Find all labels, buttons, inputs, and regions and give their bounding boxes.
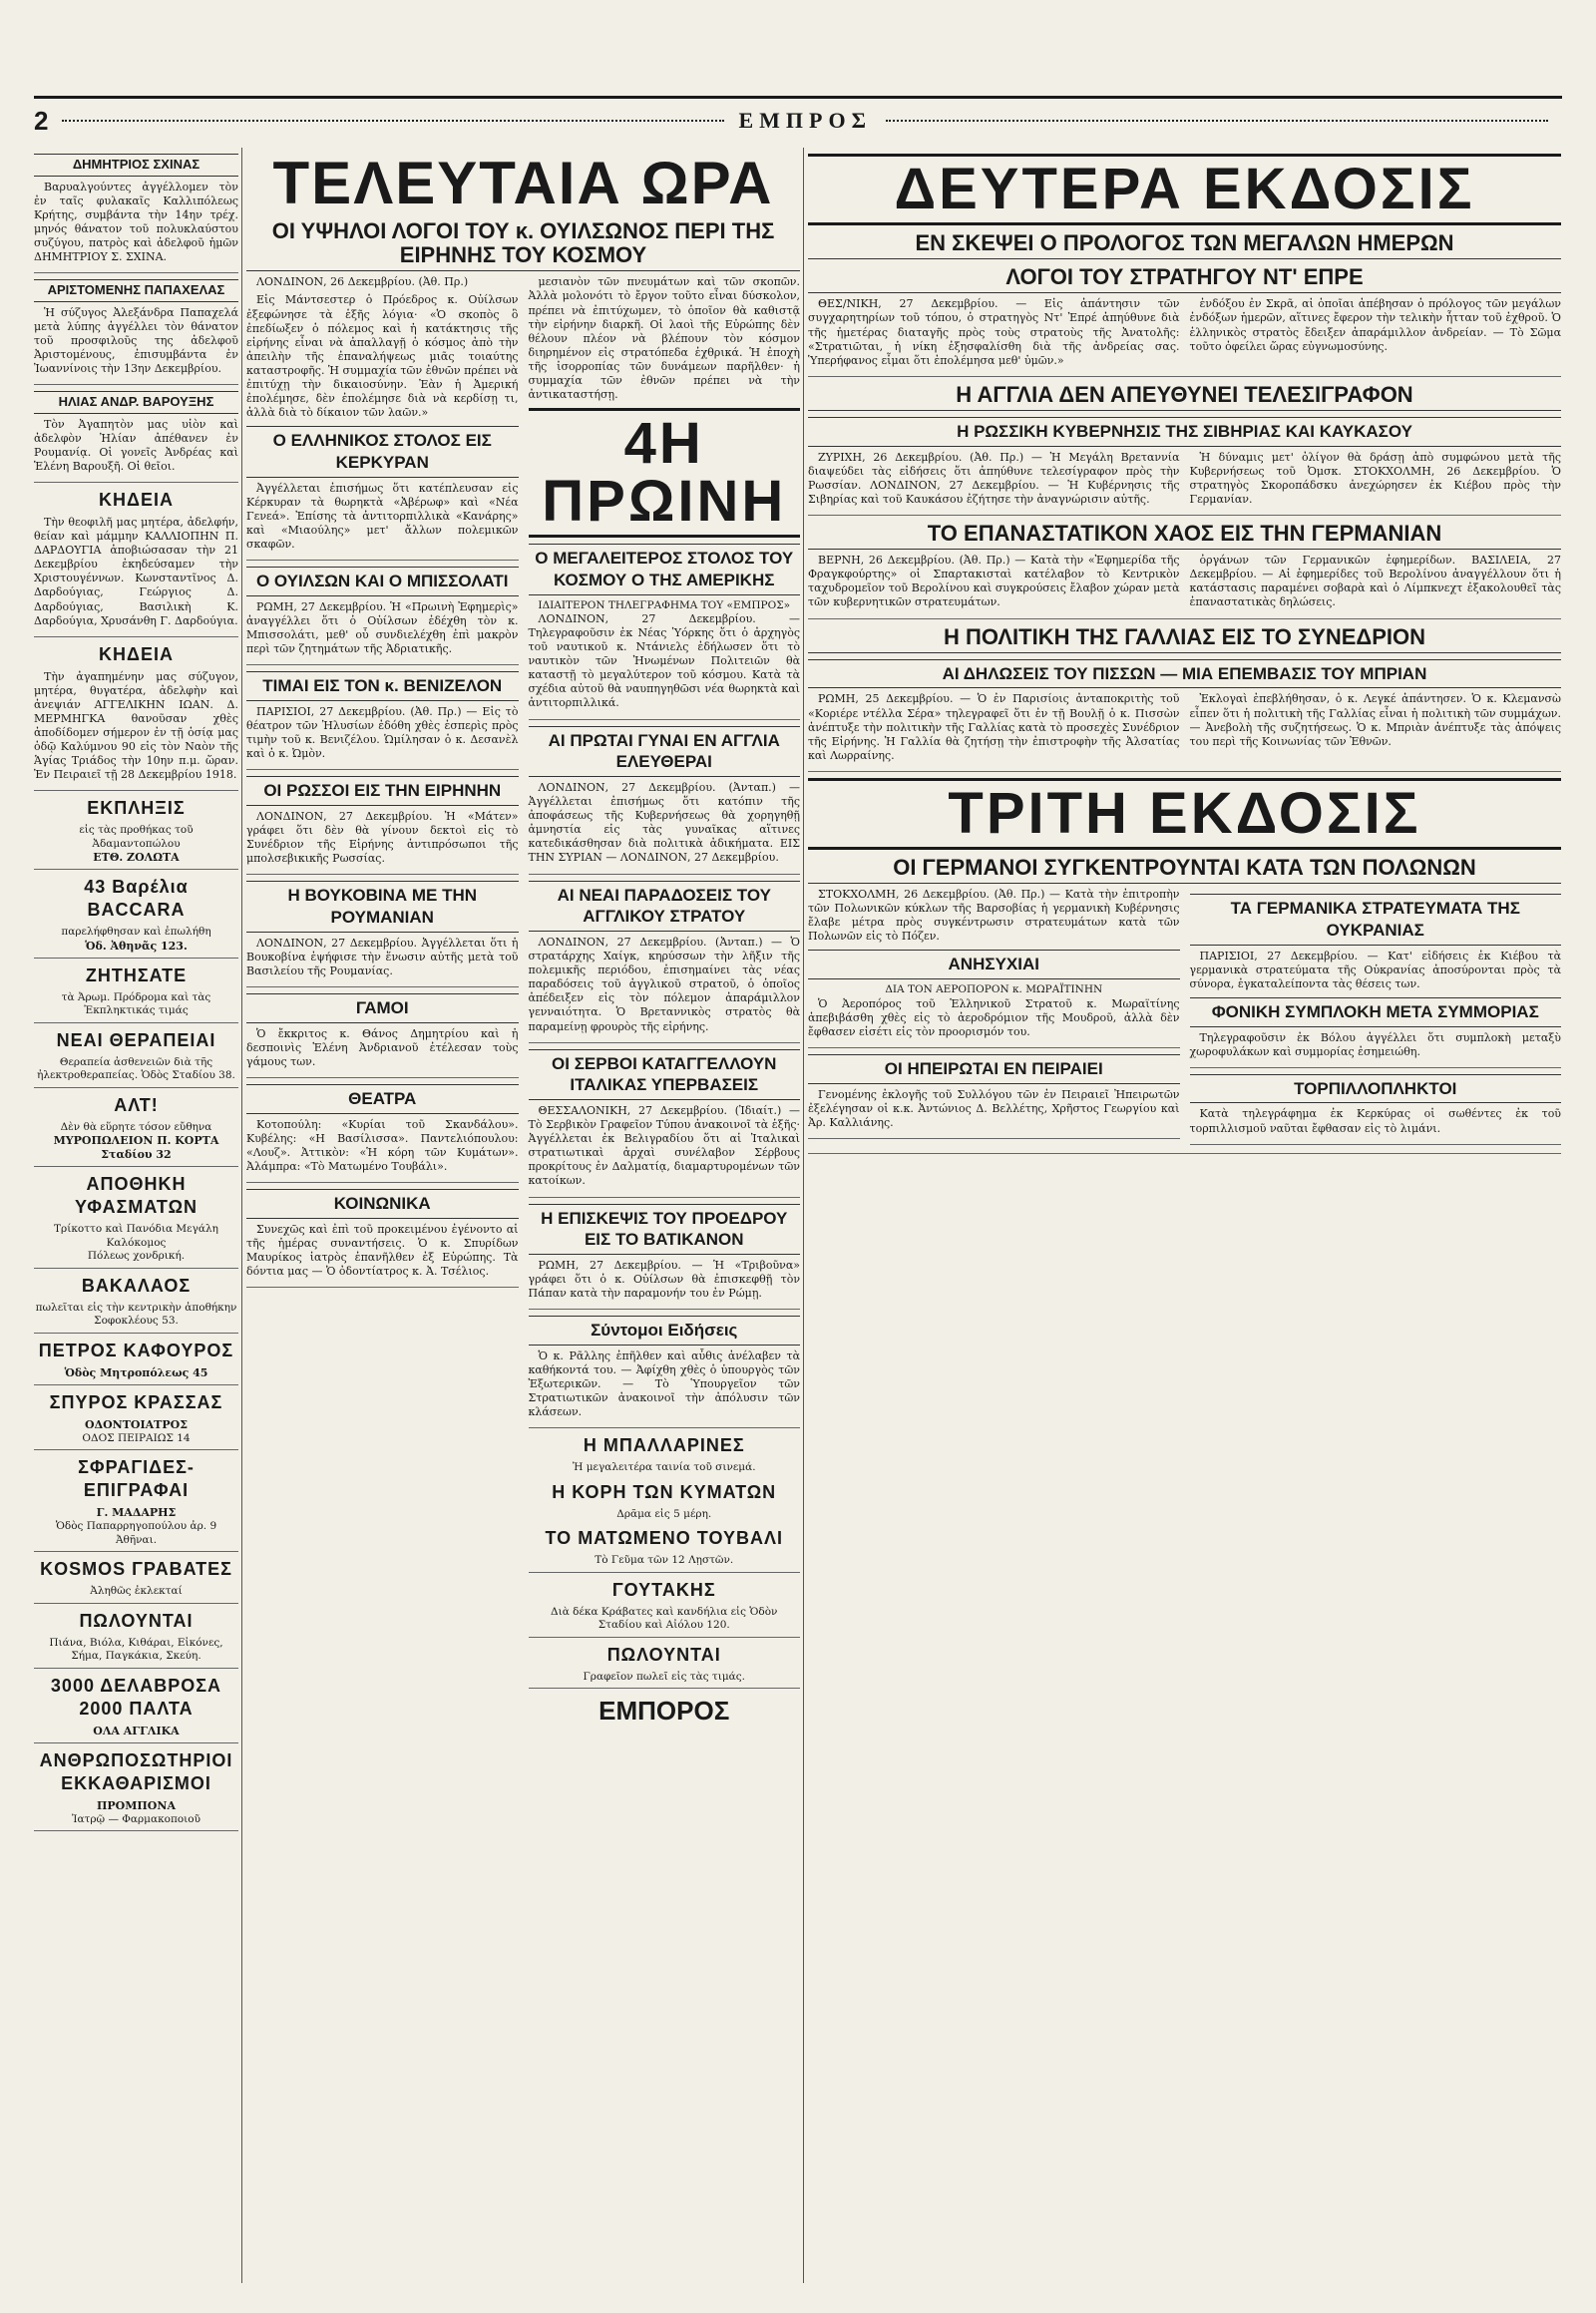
story-text: Ἡ δύναμις μετ' ὀλίγον θὰ δράσῃ ἀπὸ συμφώνου μετὰ τῆς Κυβερνήσεως τοῦ Ὀμσκ. ΣΤΟΚΧΟΛΜΗ, 26 Δεκεμβρίου. Ὁ στρατηγὸς Σκοροπάδσκυ ἀνεχώρησεν ἐκ Κιέβου πρὸς τὴν Γερμανίαν. xyxy=(1189,450,1561,506)
funeral-notice xyxy=(34,643,238,792)
ad-title: ΝΕΑΙ ΘΕΡΑΠΕΙΑΙ xyxy=(56,1029,216,1050)
story-title: ΤΑ ΓΕΡΜΑΝΙΚΑ ΣΤΡΑΤΕΥΜΑΤΑ ΤΗΣ ΟΥΚΡΑΝΙΑΣ xyxy=(1190,894,1562,946)
paper-name: ΕΜΠΡΟΣ xyxy=(738,108,872,133)
ad-line: ΟΔΟΝΤΟΙΑΤΡΟΣ xyxy=(84,1417,189,1431)
ad-line: πωλεῖται εἰς τὴν κεντρικὴν ἀποθήκην Σοφοκλέους 53. xyxy=(35,1301,237,1328)
story-text: ΛΟΝΔΙΝΟΝ, 27 Δεκεμβρίου. (Ἀνταπ.) — Ἀγγέλλεται ἐπισήμως ὅτι κατόπιν τῆς ἀποφάσεως τῆς Κυβερνήσεως θὰ χορηγηθῇ ἀμνηστία εἰς τὰς γυναῖκας αἵτινες κατεδικάσθησαν διὰ πολιτικὰ ἀδικήματα. ΕΙΣ ΤΗΝ ΣΥΡΙΑΝ — ΛΟΝΔΙΝΟΝ, 27 Δεκεμβρίου. xyxy=(528,781,800,865)
lead-text: ΘΕΣ/ΝΙΚΗ, 27 Δεκεμβρίου. — Εἰς ἀπάντησιν τῶν συγχαρητηρίων τοῦ τόπου, ὁ στρατηγὸς Ντ' Ἐπρέ ἀπηύθυνε διὰ τῆς ἡμετέρας διαταγῆς πρὸς τοὺς στρατοὺς τῆς Ἀνατολῆς: «Στρατιῶται, ἡ νίκη ἐξησφαλίσθη διὰ τῆς ἀνδρείας σας. Ὑπερήφανος εἶμαι ὅτι ἐπολέμησα μεθ' ὑμῶν.» xyxy=(808,297,1180,367)
third-subcol-2 xyxy=(1190,888,1562,1149)
ad-line: παρελήφθησαν καὶ ἐπωλήθη xyxy=(61,926,211,939)
news-story xyxy=(808,383,1561,516)
story-text: Γενομένης ἐκλογῆς τοῦ Συλλόγου τῶν ἐν Πειραιεῖ Ἠπειρωτῶν ἐξελέγησαν οἱ κ.κ. Ἀντώνιος Δ. Βελλέτης, Χρῆστος Γεωργίου καὶ Ἀρ. Καλλιάνης. xyxy=(808,1087,1180,1129)
ad-line: Πόλεως χονδρική. xyxy=(87,1250,186,1263)
story-text: ΡΩΜΗ, 27 Δεκεμβρίου. Ἡ «Πρωινὴ Ἐφημερὶς» ἀναγγέλλει ὅτι ὁ Οὐίλσων ἐδέχθη τὸν κ. Μπισσολάτι, μεθ' οὗ συνδιελέχθη ἐπὶ μακρὸν περὶ τῶν ζητημάτων τῆς Ἀδριατικῆς. xyxy=(246,599,519,656)
news-story xyxy=(529,726,801,875)
classified-ad xyxy=(34,1675,238,1743)
ad-title: KOSMOS ΓΡΑΒΑΤΕΣ xyxy=(40,1559,232,1580)
story-title: Η ΕΠΙΣΚΕΨΙΣ ΤΟΥ ΠΡΟΕΔΡΟΥ ΕΙΣ ΤΟ ΒΑΤΙΚΑΝΟΝ xyxy=(529,1204,801,1256)
ad-title: ΒΑΚΑΛΑΟΣ xyxy=(81,1275,192,1296)
column-rule xyxy=(241,148,243,2283)
second-edition-sub1: ΕΝ ΣΚΕΨΕΙ Ο ΠΡΟΛΟΓΟΣ ΤΩΝ ΜΕΓΑΛΩΝ ΗΜΕΡΩΝ xyxy=(808,231,1561,259)
story-text: ΛΟΝΔΙΝΟΝ, 27 Δεκεμβρίου. Ἀγγέλλεται ὅτι ἡ Βουκοβίνα ἐψήφισε τὴν ἕνωσιν αὐτῆς μετὰ τοῦ Βασιλείου τῆς Ρουμανίας. xyxy=(246,936,519,977)
theatres-title: ΘΕΑΤΡΑ xyxy=(246,1084,519,1114)
story-text: ΘΕΣΣΑΛΟΝΙΚΗ, 27 Δεκεμβρίου. (Ἰδιαίτ.) — Τὸ Σερβικὸν Γραφεῖον Τύπου ἀνακοινοῖ τὰ ἑξῆς· Ἀγγέλλεται ἐκ Βελιγραδίου ὅτι αἱ Ἰταλικαὶ στρατιωτικαὶ ἀρχαὶ συνέλαβον Σέρβους προκρίτους ἐν Δαλματίᾳ, διαμαρτυρομένων τῶν κατοίκων. xyxy=(528,1104,800,1188)
story-title: ΑΙ ΝΕΑΙ ΠΑΡΑΔΟΣΕΙΣ ΤΟΥ ΑΓΓΛΙΚΟΥ ΣΤΡΑΤΟΥ xyxy=(529,881,801,933)
masthead xyxy=(34,96,1562,143)
news-story xyxy=(529,881,801,1043)
classified-ad xyxy=(34,1610,238,1669)
center-column xyxy=(246,148,800,2283)
wilson-text: Εἰς Μάντσεστερ ὁ Πρόεδρος κ. Οὐίλσων ἐξεφώνησε τὰ ἑξῆς λόγια· «Ὁ σκοπὸς ὃ ἐπεδίωξεν ὁ πόλεμος καὶ ἡ κατάκτησις τῆς εἰρήνης εἶναι νὰ ἀπαλλαγῇ ὁ κόσμος ἀπὸ τὴν ἀπειλὴν τῆς ἐπαναλήψεως μιᾶς τοιαύτης καταστροφῆς. Ἡ συμμαχία τῶν ἐθνῶν πρέπει νὰ ἐπιτύχῃ τὴν δικαιοσύνην. Ἐὰν ἡ Ἀμερική ἐπολέμησε, δὲν ἐπολέμησε διὰ νὰ κερδίσῃ τι, ἀλλὰ διὰ τὸ δίκαιον τῶν λαῶν.» xyxy=(246,293,519,420)
story-title: Η ΑΓΓΛΙΑ ΔΕΝ ΑΠΕΥΘΥΝΕΙ ΤΕΛΕΣΙΓΡΑΦΟΝ xyxy=(808,383,1561,411)
classified-ad xyxy=(34,964,238,1023)
third-edition-body xyxy=(808,888,1561,1154)
third-subcol-1 xyxy=(808,888,1180,1149)
ad-line: εἰς τὰς προθήκας τοῦ Ἀδαμαντοπώλου xyxy=(79,824,194,850)
theatres-text: Κοτοπούλη: «Κυρίαι τοῦ Σκανδάλου». Κυβέλης: «Η Βασίλισσα». Παντελιόπουλου: «Λουζ». Ἀττικὸν: «Ἡ κόρη τῶν Κυμάτων». Ἀλάμπρα: «Τὸ Ματωμένο Τουβάλι». xyxy=(246,1117,519,1173)
lead-text: ἐνδόξου ἐν Σκρᾶ, αἱ ὁποῖαι ἀπέβησαν ὁ πρόλογος τῶν μεγάλων ἐνδόξων ἡμερῶν, αἵτινες ἔφερον τὴν τελικὴν ἧτταν τοῦ ἐχθροῦ. Ὁ ἑλληνικὸς στρατὸς ἔδειξεν ἀπαράμιλλον ἀνδρείαν. — Τὸ Σῶμα τοῦτο ὀφείλει ὥρας εὐγνωμοσύνης. xyxy=(1189,297,1561,353)
ad-line: Σταδίου 32 xyxy=(101,1148,172,1162)
third-edition-sub: ΟΙ ΓΕΡΜΑΝΟΙ ΣΥΓΚΕΝΤΡΟΥΝΤΑΙ ΚΑΤΑ ΤΩΝ ΠΟΛΩΝΩΝ xyxy=(808,856,1561,884)
ad-title: ΠΩΛΟΥΝΤΑΙ xyxy=(79,1610,194,1631)
brief-title: Σύντομοι Ειδήσεις xyxy=(529,1316,801,1346)
proini-text: ΛΟΝΔΙΝΟΝ, 27 Δεκεμβρίου. — Τηλεγραφοῦσιν ἐκ Νέας Ὑόρκης ὅτι ὁ ἀρχηγὸς τοῦ ναυτικοῦ κ. Ντάνιελς ἐδήλωσεν ὅτι τὸ ναυτικὸν τῶν Ἡνωμένων Πολιτειῶν θὰ καταστῇ τὸ μεγαλύτερον τοῦ κόσμου. Κατὰ τὰ σχέδια αὐτοῦ θὰ ναυπηγηθῶσι νέα θωρηκτὰ καὶ ἀντιτορπιλλικά. xyxy=(528,612,800,710)
funeral-notice xyxy=(34,489,238,637)
news-story xyxy=(1190,1074,1562,1145)
proini-byline: ΙΔΙΑΙΤΕΡΟΝ ΤΗΛΕΓΡΑΦΗΜΑ ΤΟΥ «ΕΜΠΡΟΣ» xyxy=(538,598,791,611)
cinema-title: Η ΜΠΑΛΛΑΡΙΝΕΣ xyxy=(583,1435,745,1456)
story-title: ΤΟ ΕΠΑΝΑΣΤΑΤΙΚΟΝ ΧΑΟΣ ΕΙΣ ΤΗΝ ΓΕΡΜΑΝΙΑΝ xyxy=(808,522,1561,550)
story-split xyxy=(808,554,1561,613)
ad-title: ΑΝΘΡΩΠΟΣΩΤΗΡΙΟΙ ΕΚΚΑΘΑΡΙΣΜΟΙ xyxy=(39,1749,233,1793)
story-text: ὀργάνων τῶν Γερμανικῶν ἐφημερίδων. ΒΑΣΙΛΕΙΑ, 27 Δεκεμβρίου. — Αἱ ἐφημερίδες τοῦ Βερολίνου ἀναγγέλλουν ὅτι ἡ κατάστασις παραμένει σοβαρὰ καὶ ὁ Λίμπκνεχτ ἐξακολουθεῖ τὰς ἐπαναστατικὰς δηλώσεις. xyxy=(1189,554,1561,609)
center-subcol-2 xyxy=(529,275,801,1728)
classified-ad xyxy=(34,1173,238,1268)
ad-title: ΑΠΟΘΗΚΗ ΥΦΑΣΜΑΤΩΝ xyxy=(74,1174,198,1218)
page-number: 2 xyxy=(34,105,49,136)
news-story xyxy=(529,1049,801,1198)
proini-headline: 4Η ΠΡΩΙΝΗ xyxy=(529,408,801,538)
story-title: ΟΙ ΡΩΣΣΟΙ ΕΙΣ ΤΗΝ ΕΙΡΗΝΗΝ xyxy=(246,776,519,806)
death-name: ΔΗΜΗΤΡΙΟΣ ΣΧΙΝΑΣ xyxy=(34,154,238,177)
second-edition-sub2: ΛΟΓΟΙ ΤΟΥ ΣΤΡΑΤΗΓΟΥ ΝΤ' ΕΠΡΕ xyxy=(808,265,1561,293)
social-title: ΚΟΙΝΩΝΙΚΑ xyxy=(246,1189,519,1219)
death-notice xyxy=(34,391,238,483)
classified-ad xyxy=(34,1029,238,1088)
news-story xyxy=(529,1204,801,1311)
wilson-dateline: ΛΟΝΔΙΝΟΝ, 26 Δεκεμβρίου. (Ἀθ. Πρ.) xyxy=(256,275,469,289)
ad-title: ΓΟΥΤΑΚΗΣ xyxy=(611,1579,716,1600)
ad-line: Ἀληθῶς ἐκλεκταί xyxy=(90,1585,183,1598)
story-title: ΟΙ ΣΕΡΒΟΙ ΚΑΤΑΓΓΕΛΛΟΥΝ ΙΤΑΛΙΚΑΣ ΥΠΕΡΒΑΣΕΙΣ xyxy=(529,1049,801,1101)
ad-line: Γ. ΜΑΔΑΡΗΣ xyxy=(96,1506,177,1520)
story-text: ΒΕΡΝΗ, 26 Δεκεμβρίου. (Ἀθ. Πρ.) — Κατὰ τὴν «Ἐφημερίδα τῆς Φραγκφούρτης» οἱ Σπαρτακισταὶ κατέλαβον τὸ Κεντρικὸν ταχυδρομεῖον τοῦ Βερολίνου καὶ συγκρούσεις ἔλαβον χώραν μετὰ τῶν κυβερνητικῶν στρατευμάτων. xyxy=(808,554,1180,609)
classified-ad xyxy=(34,1094,238,1168)
weddings-section xyxy=(246,993,519,1078)
weddings-title: ΓΑΜΟΙ xyxy=(246,993,519,1023)
brief-news xyxy=(529,1316,801,1428)
ad-title: ΠΩΛΟΥΝΤΑΙ xyxy=(606,1644,721,1665)
news-story xyxy=(808,625,1561,772)
cinema-text: Τὸ Γεῦμα τῶν 12 Λῃστῶν. xyxy=(595,1554,734,1567)
funeral-header: ΚΗΔΕΙΑ xyxy=(99,490,174,511)
ad-text: Διὰ δέκα Κράβατες καὶ κανδήλια εἰς Ὁδὸν Σταδίου καὶ Αἰόλου 120. xyxy=(551,1605,778,1632)
classified-ad xyxy=(34,1275,238,1334)
third-edition-headline: ΤΡΙΤΗ ΕΚΔΟΣΙΣ xyxy=(808,778,1561,850)
headline-last-hour: ΤΕΛΕΥΤΑΙΑ ΩΡΑ xyxy=(272,150,774,216)
ad-line: ΟΔΟΣ ΠΕΙΡΑΙΩΣ 14 xyxy=(82,1431,191,1444)
second-edition-headline: ΔΕΥΤΕΡΑ ΕΚΔΟΣΙΣ xyxy=(808,154,1561,225)
ad-title: 43 Βαρέλια BACCARA xyxy=(84,877,189,921)
story-text: Κατὰ τηλεγράφημα ἐκ Κερκύρας οἱ σωθέντες ἐκ τοῦ τορπιλλισμοῦ ναῦται ἔφθασαν εἰς τὸ λιμάνι. xyxy=(1189,1107,1561,1135)
story-text: ΡΩΜΗ, 27 Δεκεμβρίου. — Ἡ «Τριβοῦνα» γράφει ὅτι ὁ κ. Οὐίλσων θὰ ἐπισκεφθῇ τὸν Πάπαν κατὰ τὴν παραμονήν του ἐν Ρώμῃ. xyxy=(528,1259,800,1301)
classified-ad xyxy=(34,1391,238,1451)
story-title: Η ΠΟΛΙΤΙΚΗ ΤΗΣ ΓΑΛΛΙΑΣ ΕΙΣ ΤΟ ΣΥΝΕΔΡΙΟΝ xyxy=(808,625,1561,653)
column-rule xyxy=(803,148,805,2283)
news-story xyxy=(246,426,519,561)
story-title: Η ΒΟΥΚΟΒΙΝΑ ΜΕ ΤΗΝ ΡΟΥΜΑΝΙΑΝ xyxy=(246,881,519,933)
story-title: ΑΙ ΠΡΩΤΑΙ ΓΥΝΑΙ ΕΝ ΑΓΓΛΙΑ ΕΛΕΥΘΕΡΑΙ xyxy=(529,726,801,778)
ad-line: Ὁδὸς Μητροπόλεως 45 xyxy=(64,1365,208,1379)
ad-title: 3000 ΔΕΛΑΒΡΟΣΑ 2000 ΠΑΛΤΑ xyxy=(50,1675,222,1719)
classified-ad xyxy=(34,1456,238,1552)
wilson-continued: μεσιανὸν τῶν πνευμάτων καὶ τῶν σκοπῶν. Ἀλλὰ μολονότι τὸ ἔργον τοῦτο εἶναι δύσκολον, πρέπει νὰ ἐπιτύχωμεν, τὸ ὁποῖον θὰ καθιστᾷ τὴν εἰρήνην διαρκῆ. Οἱ λαοὶ τῆς Εὐρώπης δὲν θέλουν πλέον νὰ βλέπουν τὸν κόσμον διηρημένον εἰς στρατόπεδα ἐχθρικά. Ἡ ἐποχὴ τῆς ἰσορροπίας τῶν δυνάμεων παρῆλθεν· ἡ συμμαχία τῶν ἐθνῶν πρέπει νὰ τὴν ἀντικαταστήσῃ. xyxy=(528,275,800,401)
story-text: ΠΑΡΙΣΙΟΙ, 27 Δεκεμβρίου. (Ἀθ. Πρ.) — Εἰς τὸ θέατρον τῶν Ἠλυσίων ἐδόθη χθὲς ἑσπερὶς πρὸς τιμὴν τοῦ κ. Βενιζέλου. Ὡμίλησαν ὁ κ. Δεσανὲλ καὶ ὁ κ. Ὠμὸν. xyxy=(246,704,519,761)
ad-title: ΣΠΥΡΟΣ ΚΡΑΣΣΑΣ xyxy=(49,1391,223,1412)
story-title: ΟΙ ΗΠΕΙΡΩΤΑΙ ΕΝ ΠΕΙΡΑΙΕΙ xyxy=(808,1054,1180,1084)
cinema-ad xyxy=(529,1434,801,1572)
classified-ad xyxy=(34,797,238,870)
ad-title: ΑΛΤ! xyxy=(114,1094,159,1115)
ad-title: ΣΦΡΑΓΙΔΕΣ-ΕΠΙΓΡΑΦΑΙ xyxy=(78,1457,195,1501)
ad-line: ΠΡΟΜΠΟΝΑ xyxy=(97,1798,176,1812)
story-text: ΛΟΝΔΙΝΟΝ, 27 Δεκεμβρίου. (Ἀνταπ.) — Ὁ στρατάρχης Χαίγκ, κηρύσσων τὴν λῆξιν τῆς πολεμικῆς περιόδου, ἐπισημαίνει τὰς νέας παραδόσεις τοῦ ἀγγλικοῦ στρατοῦ, ὁ ὁποῖος ἀπέδειξεν εἰς τὸν πόλεμον ἀπαράμιλλον γενναιότητα. Ὁ Βρεταννικὸς στρατὸς θὰ παραμείνῃ φρουρὸς τῆς εἰρήνης. xyxy=(528,936,800,1033)
story-split xyxy=(808,692,1561,766)
ad-line: τὰ Ἀρωμ. Πρόδρομα καὶ τὰς Ἐκπληκτικάς τιμάς xyxy=(61,990,211,1017)
story-text: Ἀγγέλλεται ἐπισήμως ὅτι κατέπλευσαν εἰς Κέρκυραν τὰ θωρηκτὰ «Ἀβέρωφ» καὶ «Νέα Γενεά». Ἐπίσης τὰ ἀντιτορπιλλικὰ «Κανάρης» καὶ «Μιαούλης» μετ' ἄλλων πολεμικῶν σκαφῶν. xyxy=(246,481,519,551)
classified-ad xyxy=(34,876,238,959)
death-notice xyxy=(34,279,238,385)
story-text: Ὁ Ἀεροπόρος τοῦ Ἑλληνικοῦ Στρατοῦ κ. Μωραϊτίνης ἀπεβιβάσθη χθὲς εἰς τὸ ἀεροδρόμιον τῆς Μουδροῦ, ἀλλὰ δὲν ἔφθασεν εἰσέτι εἰς τὸν προορισμόν του. xyxy=(808,996,1180,1038)
cinema-title: Η ΚΟΡΗ ΤΩΝ ΚΥΜΑΤΩΝ xyxy=(552,1481,777,1502)
story-subtitle: ΑΙ ΔΗΛΩΣΕΙΣ ΤΟΥ ΠΙΣΣΩΝ — ΜΙΑ ΕΠΕΜΒΑΣΙΣ ΤΟΥ ΜΠΡΙΑΝ xyxy=(808,659,1561,689)
story-text: ΖΥΡΙΧΗ, 26 Δεκεμβρίου. (Ἀθ. Πρ.) — Ἡ Μεγάλη Βρεταννία διαψεύδει τὰς εἰδήσεις ὅτι ἀπηύθυνε τελεσίγραφον πρὸς τὴν Ρωσσίαν. ΛΟΝΔΙΝΟΝ, 27 Δεκεμβρίου. — Ἡ Κυβέρνησις τῆς Σιβηρίας καὶ τοῦ Καυκάσου ἐζήτησε τὴν ἀναγνώρισιν αὐτῆς. xyxy=(808,450,1180,506)
death-name: ΗΛΙΑΣ ΑΝΔΡ. ΒΑΡΟΥΞΗΣ xyxy=(34,391,238,414)
ad-line: ΕΤΘ. ΖΟΛΩΤΑ xyxy=(93,851,180,865)
cinema-title: ΤΟ ΜΑΤΩΜΕΝΟ ΤΟΥΒΑΛΙ xyxy=(545,1528,783,1549)
masthead-rule xyxy=(886,120,1548,122)
brief-text: Ὁ κ. Ρᾶλλης ἐπῆλθεν καὶ αὖθις ἀνέλαβεν τὰ καθήκοντά του. — Ἀφίχθη χθὲς ὁ ὑπουργὸς τῶν Ἐξωτερικῶν. — Τὸ Ὑπουργεῖον τῶν Στρατιωτικῶν ἀνακοινοῖ τὴν ἀπόλυσιν τῶν κλάσεων. xyxy=(528,1349,800,1419)
ad-line: Δὲν θὰ εὕρητε τόσον εὔθηνα xyxy=(60,1120,212,1133)
weddings-text: Ὁ ἔκκριτος κ. Θάνος Δημητρίου καὶ ἡ δεσποινὶς Ἑλένη Ἀνδριανοῦ ἐτέλεσαν τοὺς γάμους των. xyxy=(246,1026,519,1068)
story-title: ΦΟΝΙΚΗ ΣΥΜΠΛΟΚΗ ΜΕΤΑ ΣΥΜΜΟΡΙΑΣ xyxy=(1190,997,1562,1027)
footer-ad: ΕΜΠΟΡΟΣ xyxy=(598,1696,730,1727)
story-text: Ἐκλογαὶ ἐπεβλήθησαν, ὁ κ. Λεγκέ ἀπάντησεν. Ὁ κ. Κλεμανσὼ εἶπεν ὅτι ἡ πολιτικὴ τῆς Γαλλίας εἶναι ἡ πολιτικὴ τῶν συμμάχων. — Ἀνεβολὴ τῆς συζητήσεως. Ὁ κ. Μπριὰν ἀνέπτυξε τὰς ἀπόψεις του περὶ τῆς Κοινωνίας τῶν Ἐθνῶν. xyxy=(1189,692,1561,748)
news-story xyxy=(246,567,519,665)
story-title: Ο ΟΥΙΛΣΩΝ ΚΑΙ Ο ΜΠΙΣΣΟΛΑΤΙ xyxy=(246,567,519,596)
columns xyxy=(34,148,1562,2283)
death-notice xyxy=(34,154,238,273)
cinema-text: Ἡ μεγαλειτέρα ταινία τοῦ σινεμά. xyxy=(572,1461,756,1474)
ad-line: ΜΥΡΟΠΩΛΕΙΟΝ Π. ΚΟΡΤΑ xyxy=(53,1134,219,1148)
story-text: ΛΟΝΔΙΝΟΝ, 27 Δεκεμβρίου. Ἡ «Μάτεν» γράφει ὅτι δὲν θὰ γίνουν δεκτοὶ εἰς τὸ Συνέδριον τῆς Εἰρήνης ἀντιπρόσωποι τῆς μπολσεβικικῆς Ρωσσίας. xyxy=(246,809,519,866)
ad-line: Ὁδ. Ἀθηνᾶς 123. xyxy=(85,939,188,953)
ad-line: Πιάνα, Βιόλα, Κιθάραι, Εἰκόνες, Σήμα, Παγκάκια, Σκεύη. xyxy=(49,1636,223,1663)
right-column xyxy=(808,148,1561,2283)
news-story xyxy=(808,950,1180,1047)
classified-ad xyxy=(529,1579,801,1638)
ad-line: ΟΛΑ ΑΓΓΛΙΚΑ xyxy=(93,1724,180,1737)
left-column xyxy=(34,148,238,2283)
story-text: ΣΤΟΚΧΟΛΜΗ, 26 Δεκεμβρίου. (Ἀθ. Πρ.) — Κατὰ τὴν ἐπιτροπὴν τῶν Πολωνικῶν κύκλων τῆς Βαρσοβίας ἡ γερμανικὴ Κυβέρνησις ἔλαβε μέτρα πρὸς συγκέντρωσιν στρατευμάτων κατὰ τῶν Πολωνῶν εἰς τὸ Πόζεν. xyxy=(808,888,1180,944)
masthead-rule xyxy=(62,120,724,122)
ad-text: Γραφεῖον πωλεῖ εἰς τὰς τιμάς. xyxy=(583,1670,745,1683)
news-story xyxy=(1190,997,1562,1068)
ad-line: Θεραπεία ἀσθενειῶν διὰ τῆς ἠλεκτροθεραπείας. Ὁδὸς Σταδίου 38. xyxy=(37,1055,235,1082)
funeral-header: ΚΗΔΕΙΑ xyxy=(99,643,174,664)
wilson-subheadline: ΟΙ ΥΨΗΛΟΙ ΛΟΓΟΙ ΤΟΥ κ. ΟΥΙΛΣΩΝΟΣ ΠΕΡΙ ΤΗΣ ΕΙΡΗΝΗΣ ΤΟΥ ΚΟΣΜΟΥ xyxy=(246,219,800,271)
story-title: ΑΝΗΣΥΧΙΑΙ xyxy=(808,950,1180,979)
classified-ad xyxy=(529,1644,801,1689)
classified-ad xyxy=(34,1340,238,1385)
news-story xyxy=(246,776,519,875)
death-name: ΑΡΙΣΤΟΜΕΝΗΣ ΠΑΠΑΧΕΛΑΣ xyxy=(34,279,238,302)
ad-title: ΠΕΤΡΟΣ ΚΑΦΟΥΡΟΣ xyxy=(38,1340,234,1360)
funeral-text: Τὴν ἀγαπημένην μας σύζυγον, μητέρα, θυγατέρα, ἀδελφὴν καὶ ἀνεψιάν ΑΓΓΕΛΙΚΗΝ ΙΩΑΝ. Δ. ΜΕΡΜΗΓΚΑ θανοῦσαν χθὲς ἀποδίδομεν σήμερον ἐν τῇ ὁσίᾳ μας ὁδῷ Καλύμνου 90 εἰς τὸν Ναὸν τῆς Ἁγίας Τριάδος τὴν 10ην π.μ. ὥραν. Ἐν Πειραιεῖ τῇ 28 Δεκεμβρίου 1918. xyxy=(34,669,238,782)
social-text: Συνεχῶς καὶ ἐπὶ τοῦ προκειμένου ἐγένοντο αἱ τῆς ἡμέρας συναντήσεις. Ὁ κ. Σπυρίδων Μαυρίκος ἰατρὸς ἐπανῆλθεν ἐξ Εὐρώπης. Τὰ δόντια μας — Ὁ ὀδοντίατρος κ. Ἀ. Τσέλιος. xyxy=(246,1222,519,1278)
ad-line: Ἰατρῷ — Φαρμακοποιοῦ xyxy=(72,1812,200,1825)
story-subtitle: ΔΙΑ ΤΟΝ ΑΕΡΟΠΟΡΟΝ κ. ΜΩΡΑΪΤΙΝΗΝ xyxy=(885,983,1103,996)
news-story xyxy=(808,1054,1180,1139)
center-subcol-1 xyxy=(246,275,519,1728)
proini-section xyxy=(529,408,801,719)
center-split xyxy=(246,275,800,1728)
news-story xyxy=(808,522,1561,619)
ad-title: ΖΗΤΗΣΑΤΕ xyxy=(85,964,188,985)
story-text: ΡΩΜΗ, 25 Δεκεμβρίου. — Ὁ ἐν Παρισίοις ἀνταποκριτὴς τοῦ «Κοριέρε ντέλλα Σέρα» τηλεγραφεῖ ὅτι ἐν τῇ Βουλῇ ὁ κ. Πισσὼν ἀνέπτυξε τὴν πολιτικὴν τῆς Γαλλίας κατὰ τὸ προσεχὲς Συνέδριον τῆς Εἰρήνης. Ἡ Γαλλία θὰ ζητήσῃ τὴν ἐπιστροφὴν τῆς Ἀλσατίας καὶ Λωρραίνης. xyxy=(808,692,1180,762)
proini-subtitle: Ο ΜΕΓΑΛΕΙΤΕΡΟΣ ΣΤΟΛΟΣ ΤΟΥ ΚΟΣΜΟΥ Ο ΤΗΣ ΑΜΕΡΙΚΗΣ xyxy=(529,544,801,595)
story-text: ΠΑΡΙΣΙΟΙ, 27 Δεκεμβρίου. — Κατ' εἰδήσεις ἐκ Κιέβου τὰ γερμανικὰ στρατεύματα τῆς Οὐκρανίας ἀποσύρονται πρὸς τὰ σύνορα, ἐγκαταλείποντα τὰς θέσεις των. xyxy=(1189,949,1561,990)
cinema-text: Δρᾶμα εἰς 5 μέρη. xyxy=(616,1507,712,1520)
funeral-text: Τὴν θεοφιλῆ μας μητέρα, ἀδελφήν, θείαν καὶ μάμμην ΚΑΛΛΙΟΠΗΝ Π. ΔΑΡΔΟΥΓΙΑ ἀποβιώσασαν τὴν 21 Δεκεμβρίου ἐκηδεύσαμεν τὴν Χριστουγέννων. Κωνσταντῖνος Δ. Δαρδούγιας, Γεώργιος Δ. Δαρδούγιας, Βασιλικὴ Κ. Δαρδούγια, Χρυσάνθη Γ. Δαρδούγια. xyxy=(34,516,238,627)
ad-title: ΕΚΠΛΗΞΙΣ xyxy=(87,798,186,819)
story-text: Τηλεγραφοῦσιν ἐκ Βόλου ἀγγέλλει ὅτι συμπλοκὴ μεταξὺ χωροφυλάκων καὶ συμμορίας ἐσημειώθη. xyxy=(1189,1030,1561,1058)
story-subtitle: Η ΡΩΣΣΙΚΗ ΚΥΒΕΡΝΗΣΙΣ ΤΗΣ ΣΙΒΗΡΙΑΣ ΚΑΙ ΚΑΥΚΑΣΟΥ xyxy=(808,417,1561,447)
death-text: Βαρυαλγούντες ἀγγέλλομεν τὸν ἐν ταῖς φυλακαῖς Καλλιπόλεως Κρήτης, συμβάντα τὴν 14ην τρέχ. μηνός θάνατον τοῦ πολυκλαύστου συζύγου, πατρὸς καὶ ἀδελφοῦ ἡμῶν ΔΗΜΗΤΡΙΟΥ Σ. ΣΧΙΝΑ. xyxy=(34,180,238,264)
news-story xyxy=(246,881,519,987)
ad-line: Τρίκοττο καὶ Πανόδια Μεγάλη Καλόκομος xyxy=(54,1223,218,1249)
ad-line: Ὁδὸς Παπαρρηγοπούλου ἀρ. 9 Ἀθῆναι. xyxy=(55,1520,217,1546)
theatres-section xyxy=(246,1084,519,1183)
story-title: ΤΟΡΠΙΛΛΟΠΛΗΚΤΟΙ xyxy=(1190,1074,1562,1104)
story-split xyxy=(808,451,1561,511)
classified-ad xyxy=(34,1558,238,1603)
story-title: ΤΙΜΑΙ ΕΙΣ ΤΟΝ κ. ΒΕΝΙΖΕΛΟΝ xyxy=(246,671,519,701)
news-story xyxy=(246,671,519,770)
death-text: Τὸν Ἀγαπητὸν μας υἱὸν καὶ ἀδελφὸν Ἠλίαν ἀπέθανεν ἐν Ρουμανίᾳ. Οἱ γονεῖς Ἀνδρέας καὶ Ἑλένη Βαρουξῆ. Οἱ θεῖοι. xyxy=(34,417,238,473)
story-title: Ο ΕΛΛΗΝΙΚΟΣ ΣΤΟΛΟΣ ΕΙΣ ΚΕΡΚΥΡΑΝ xyxy=(246,426,519,478)
classified-ad xyxy=(34,1749,238,1832)
death-text: Ἡ σύζυγος Ἀλεξάνδρα Παπαχελά μετὰ λύπης ἀγγέλλει τὸν θάνατον τοῦ προσφιλοῦς της ἀδελφοῦ Ἀριστομένους, ἐπισυμβάντα ἐν Ἰωαννίνοις τὴν 13ην Δεκεμβρίου. xyxy=(34,305,238,376)
second-edition-lead xyxy=(808,297,1561,376)
social-section xyxy=(246,1189,519,1288)
